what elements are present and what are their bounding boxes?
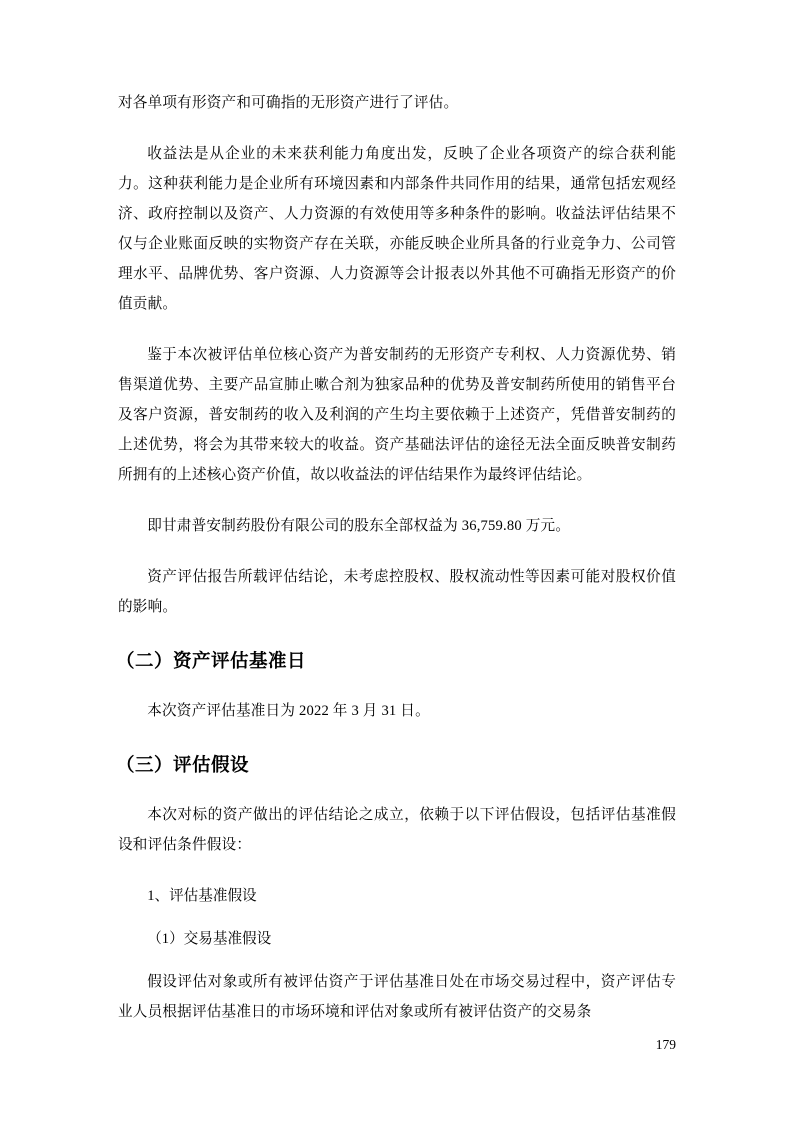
heading-valuation-assumptions: （三）评估假设: [116, 754, 250, 775]
page-content: [118, 88, 676, 1048]
paragraph-assumptions-intro: 本次对标的资产做出的评估结论之成立，依赖于以下评估假设，包括评估基准假设和评估条件假设：: [118, 807, 676, 853]
heading-valuation-base-date: （二）资产评估基准日: [116, 650, 307, 671]
list-item-basic-assumption: 1、评估基准假设: [147, 888, 257, 904]
paragraph-income-method: 收益法是从企业的未来获利能力角度出发，反映了企业各项资产的综合获利能力。这种获利能力是企业所有环境因素和内部条件共同作用的结果，通常包括宏观经济、政府控制以及资产、人力资源的有效使用等多种条件的影响。收益法评估结果不仅与企业账面反映的实物资产存在关联，亦能反映企业所具备的行业竞争力、公司管理水平、品牌优势、客户资源、人力资源等会计报表以外其他不可确指无形资产的价值贡献。: [118, 146, 676, 312]
paragraph-equity-value: 即甘肃普安制药股份有限公司的股东全部权益为 36,759.80 万元。: [147, 518, 571, 534]
list-item-transaction-assumption: （1）交易基准假设: [147, 931, 272, 947]
paragraph-base-date: 本次资产评估基准日为 2022 年 3 月 31 日。: [147, 703, 430, 719]
page-number: 179: [655, 1037, 676, 1052]
paragraph-disclaimer: 资产评估报告所载评估结论，未考虑控股权、股权流动性等因素可能对股权价值的影响。: [118, 569, 676, 615]
paragraph-continuation: 对各单项有形资产和可确指的无形资产进行了评估。: [118, 95, 459, 111]
paragraph-transaction-detail: 假设评估对象或所有被评估资产于评估基准日处在市场交易过程中，资产评估专业人员根据评估基准日的市场环境和评估对象或所有被评估资产的交易条: [118, 974, 676, 1020]
paragraph-core-assets: 鉴于本次被评估单位核心资产为普安制药的无形资产专利权、人力资源优势、销售渠道优势、主要产品宣肺止嗽合剂为独家品种的优势及普安制药所使用的销售平台及客户资源，普安制药的收入及利润的产生均主要依赖于上述资产，凭借普安制药的上述优势，将会为其带来较大的收益。资产基础法评估的途径无法全面反映普安制药所拥有的上述核心资产价值，故以收益法的评估结果作为最终评估结论。: [118, 347, 676, 483]
